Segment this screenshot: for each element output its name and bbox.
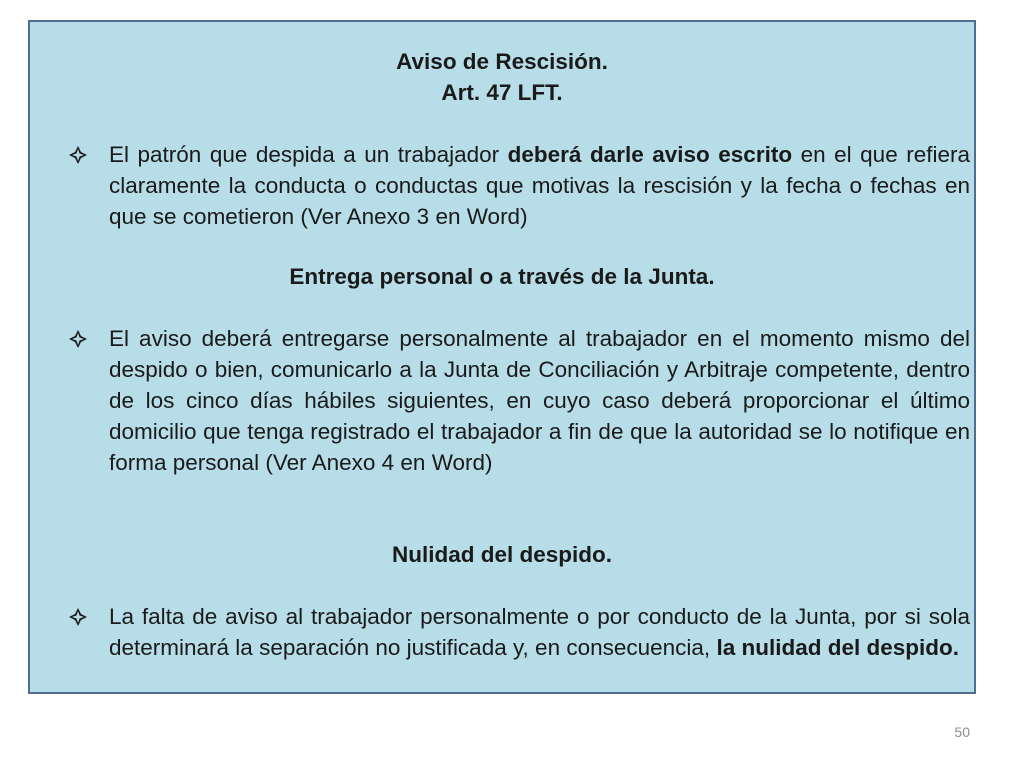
section-heading-nulidad: Nulidad del despido. <box>391 542 612 567</box>
diamond-bullet-icon <box>68 329 88 349</box>
slide-title: Aviso de Rescisión. <box>396 49 608 74</box>
content-box <box>28 20 976 694</box>
paragraph-aviso-escrito <box>109 139 970 232</box>
paragraph1-text-start: El patrón que despida a un trabajador <box>109 142 508 167</box>
paragraph1-emphasis: deberá darle aviso escrito <box>507 142 793 167</box>
diamond-bullet-icon <box>68 145 88 165</box>
page-number: 50 <box>954 724 970 740</box>
paragraph1-text-end: en el que refiera claramente la conducta o conductas que motivas la rescisión y la fecha o fechas en que se cometieron (Ver Anexo 3 en Word) <box>109 142 970 229</box>
section-heading-entrega: Entrega personal o a través de la Junta. <box>289 264 715 289</box>
diamond-bullet-icon <box>68 607 88 627</box>
slide-subtitle: Art. 47 LFT. <box>441 80 563 105</box>
paragraph-entrega-personal: El aviso deberá entregarse personalmente al trabajador en el momento mismo del despido o bien, comunicarlo a la Junta de Conciliación y Arbitraje competente, dentro de los cinco días hábiles siguientes, en cuyo caso deberá proporcionar el último domicilio que tenga registrado el trabajador a fin de que la autoridad se lo notifique en forma personal (Ver Anexo 4 en Word) <box>109 326 970 475</box>
paragraph-nulidad <box>109 601 970 663</box>
paragraph3-emphasis: la nulidad del despido. <box>716 635 959 660</box>
paragraph3-text-start: La falta de aviso al trabajador personalmente o por conducto de la Junta, por si sola determinará la separación no justificada y, en consecuencia, <box>109 604 970 660</box>
